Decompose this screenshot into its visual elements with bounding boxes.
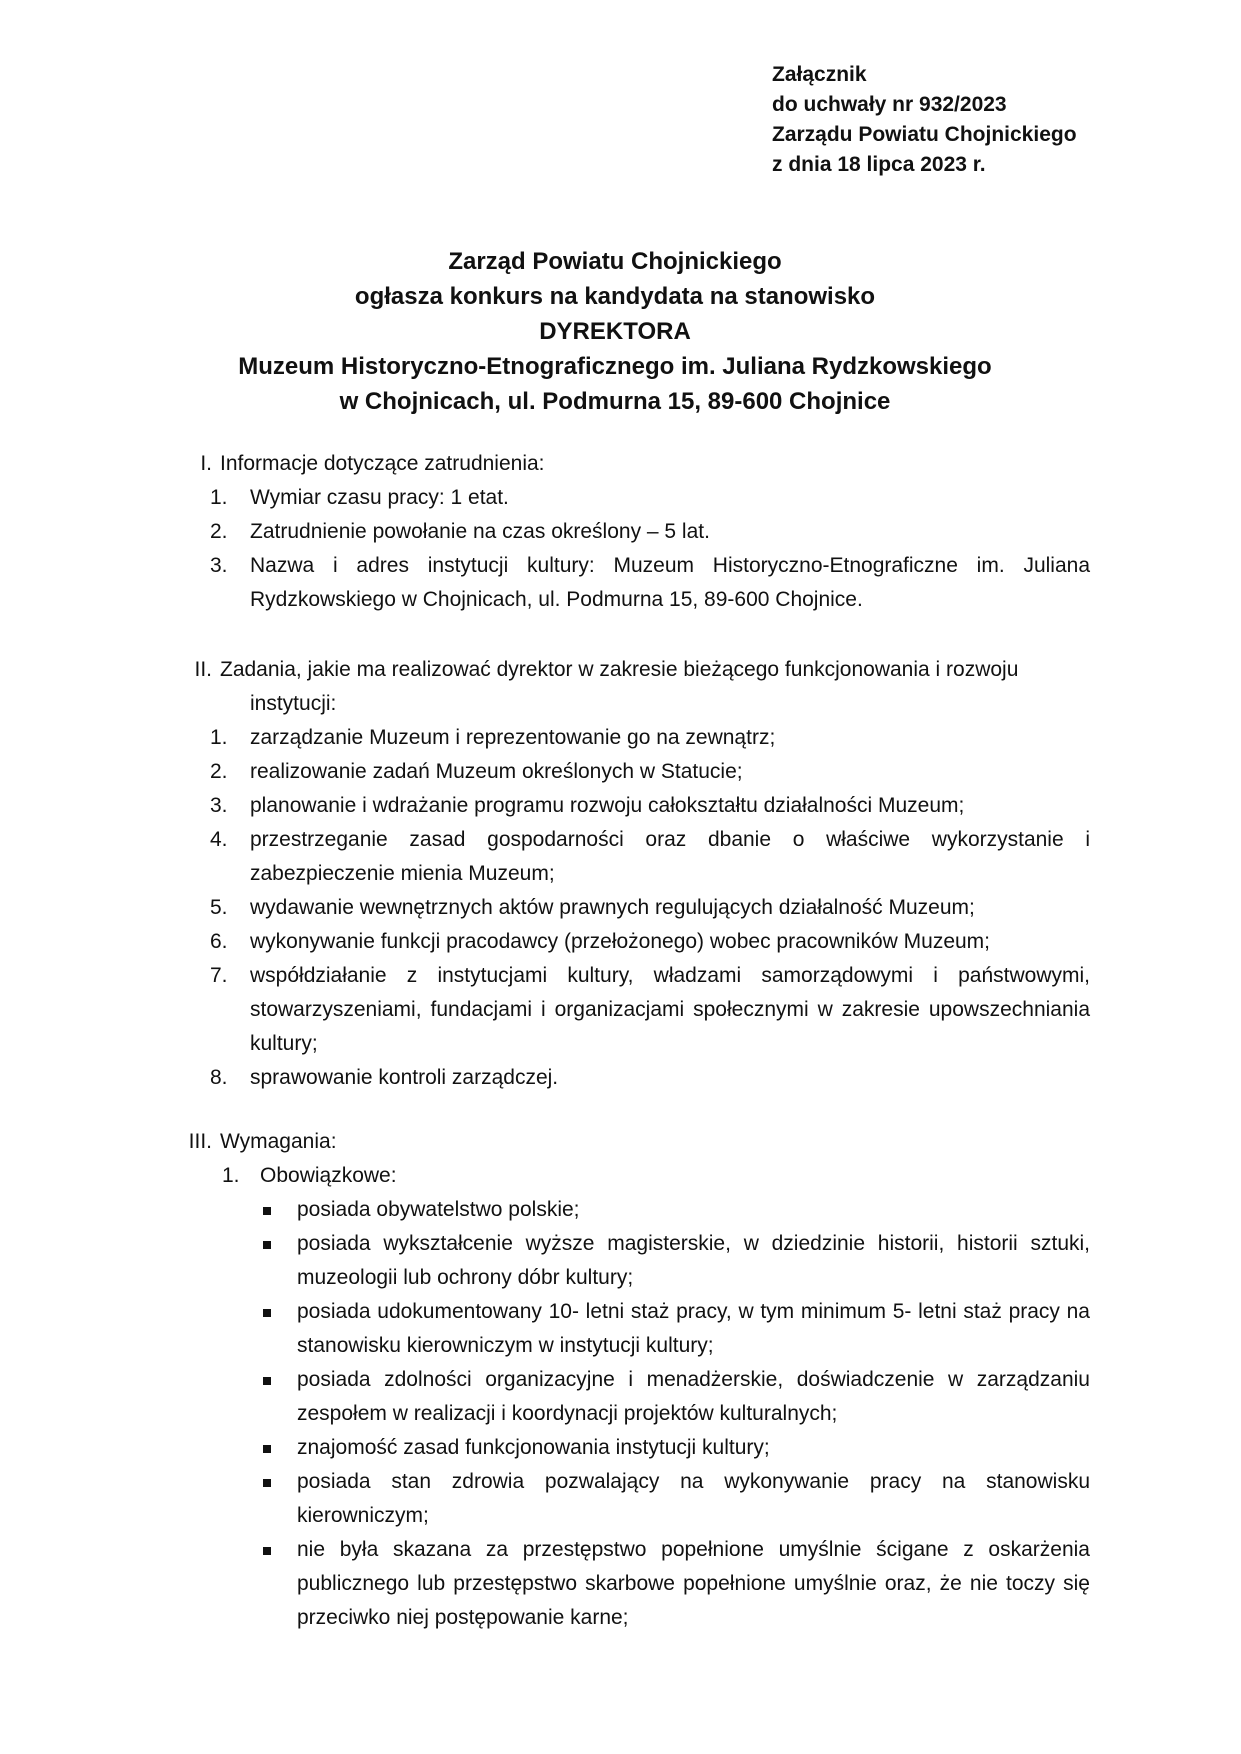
bullet-item — [160, 1295, 1090, 1363]
subsection-heading — [160, 1159, 1090, 1193]
item-text: wydawanie wewnętrznych aktów prawnych regulujących działalność Muzeum; — [250, 896, 975, 919]
square-bullet-icon — [263, 1377, 271, 1385]
item-text: sprawowanie kontroli zarządczej. — [250, 1066, 559, 1089]
title-line: w Chojnicach, ul. Podmurna 15, 89-600 Chojnice — [339, 388, 891, 415]
list-item — [160, 959, 1090, 1061]
list-item — [160, 481, 1090, 515]
item-number: 6. — [210, 930, 228, 953]
square-bullet-icon — [263, 1445, 271, 1453]
item-text: Wymiar czasu pracy: 1 etat. — [250, 486, 509, 509]
square-bullet-icon — [263, 1207, 271, 1215]
item-number: 8. — [210, 1066, 228, 1089]
bullet-item — [160, 1227, 1090, 1295]
bullet-text: posiada zdolności organizacyjne i menadżerskie, doświadczenie w zarządzaniu zespołem w realizacji i koordynacji projektów kulturalnych; — [297, 1368, 1090, 1425]
square-bullet-icon — [263, 1547, 271, 1555]
list-item — [160, 925, 1090, 959]
list-item — [160, 1061, 1090, 1095]
bullet-text: posiada udokumentowany 10- letni staż pracy, w tym minimum 5- letni staż pracy na stanowisku kierowniczym w instytucji kultury; — [297, 1300, 1090, 1357]
bullet-item — [160, 1363, 1090, 1431]
item-text: współdziałanie z instytucjami kultury, władzami samorządowymi i państwowymi, stowarzyszeniami, fundacjami i organizacjami społecznymi w zakresie upowszechniania kultury; — [250, 964, 1090, 1055]
item-number: 1. — [210, 486, 228, 509]
section-heading — [160, 447, 1090, 481]
section-director-tasks — [160, 653, 1090, 1095]
item-text: Nazwa i adres instytucji kultury: Muzeum Historyczno-Etnograficzne im. Juliana Rydzkowskiego w Chojnicach, ul. Podmurna 15, 89-600 Chojnice. — [250, 554, 1090, 611]
item-text: Zatrudnienie powołanie na czas określony – 5 lat. — [250, 520, 710, 543]
item-text: wykonywanie funkcji pracodawcy (przełożonego) wobec pracowników Muzeum; — [250, 930, 991, 953]
title-line: Zarząd Powiatu Chojnickiego — [448, 248, 782, 275]
attachment-line: Załącznik — [772, 63, 867, 86]
section-heading — [160, 653, 1090, 687]
list-item — [160, 721, 1090, 755]
item-number: 2. — [210, 760, 228, 783]
item-text: zarządzanie Muzeum i reprezentowanie go na zewnątrz; — [250, 726, 776, 749]
list-item — [160, 755, 1090, 789]
square-bullet-icon — [263, 1479, 271, 1487]
item-number: 5. — [210, 896, 228, 919]
bullet-text: posiada stan zdrowia pozwalający na wykonywanie pracy na stanowisku kierowniczym; — [297, 1470, 1090, 1527]
section-heading — [160, 1125, 1090, 1159]
bullet-text: posiada wykształcenie wyższe magisterskie, w dziedzinie historii, historii sztuki, muzeologii lub ochrony dóbr kultury; — [297, 1232, 1090, 1289]
subsection-number: 1. — [222, 1164, 240, 1187]
attachment-line: do uchwały nr 932/2023 — [772, 93, 1007, 116]
list-item — [160, 789, 1090, 823]
title-line: Muzeum Historyczno-Etnograficznego im. Juliana Rydzkowskiego — [238, 353, 992, 380]
list-item — [160, 823, 1090, 891]
item-text: realizowanie zadań Muzeum określonych w Statucie; — [250, 760, 743, 783]
bullet-text: znajomość zasad funkcjonowania instytucji kultury; — [297, 1436, 770, 1459]
bullet-item — [160, 1465, 1090, 1533]
bullet-item — [160, 1193, 1090, 1227]
bullet-item — [160, 1431, 1090, 1465]
list-item — [160, 515, 1090, 549]
section-numeral: III. — [188, 1130, 212, 1153]
section-heading-text: Wymagania: — [220, 1130, 337, 1153]
section-heading-continuation: instytucji: — [250, 692, 337, 715]
title-line: ogłasza konkurs na kandydata na stanowisko — [354, 283, 876, 310]
list-item — [160, 549, 1090, 617]
bullet-text: posiada obywatelstwo polskie; — [297, 1198, 580, 1221]
item-number: 3. — [210, 794, 228, 817]
item-text: planowanie i wdrażanie programu rozwoju całokształtu działalności Muzeum; — [250, 794, 965, 817]
item-number: 4. — [210, 828, 228, 851]
section-employment-info — [160, 447, 1090, 617]
section-heading-text: Informacje dotyczące zatrudnienia: — [220, 452, 545, 475]
square-bullet-icon — [263, 1241, 271, 1249]
item-number: 3. — [210, 554, 228, 577]
title-line: DYREKTORA — [539, 318, 691, 345]
section-requirements — [160, 1125, 1090, 1635]
attachment-line: Zarządu Powiatu Chojnickiego — [772, 123, 1077, 146]
section-numeral: II. — [194, 658, 212, 681]
announcement-title — [0, 244, 1230, 419]
attachment-line: z dnia 18 lipca 2023 r. — [772, 153, 986, 176]
item-number: 2. — [210, 520, 228, 543]
bullet-item — [160, 1533, 1090, 1635]
section-heading-text: Zadania, jakie ma realizować dyrektor w zakresie bieżącego funkcjonowania i rozwoju — [220, 658, 1019, 681]
attachment-note — [772, 60, 1077, 180]
list-item — [160, 891, 1090, 925]
item-text: przestrzeganie zasad gospodarności oraz dbanie o właściwe wykorzystanie i zabezpieczenie mienia Muzeum; — [250, 828, 1090, 885]
item-number: 1. — [210, 726, 228, 749]
section-numeral: I. — [200, 452, 212, 475]
subsection-heading-text: Obowiązkowe: — [260, 1164, 397, 1187]
item-number: 7. — [210, 964, 228, 987]
bullet-text: nie była skazana za przestępstwo popełnione umyślnie ścigane z oskarżenia publicznego lub przestępstwo skarbowe popełnione umyślnie oraz, że nie toczy się przeciwko niej postępowanie karne; — [297, 1538, 1090, 1629]
square-bullet-icon — [263, 1309, 271, 1317]
